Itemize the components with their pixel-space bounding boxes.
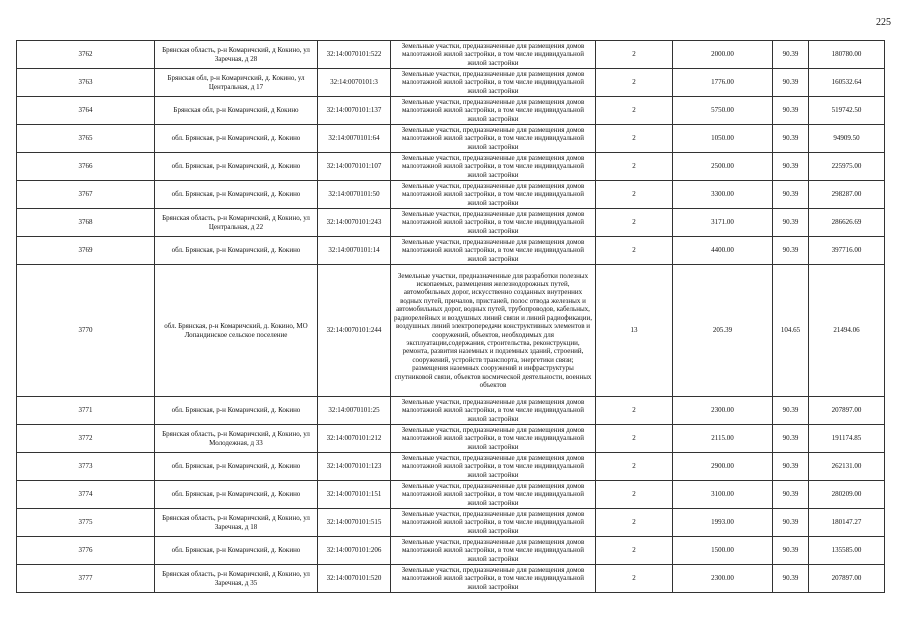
- row-number-cell: 3773: [17, 453, 155, 481]
- row-number-cell: 3768: [17, 209, 155, 237]
- address-cell: обл. Брянская, р-н Комаричский, д. Кокино: [155, 125, 318, 153]
- category-cell: 2: [596, 425, 673, 453]
- row-number-cell: 3763: [17, 69, 155, 97]
- cadastral-number-cell: 32:14:0070101:522: [318, 41, 391, 69]
- address-cell: обл. Брянская, р-н Комаричский, д. Кокино: [155, 453, 318, 481]
- rate-cell: 90.39: [773, 153, 809, 181]
- cadastral-value-cell: 21494.06: [809, 265, 885, 397]
- rate-cell: 90.39: [773, 41, 809, 69]
- rate-cell: 90.39: [773, 565, 809, 593]
- cadastral-value-cell: 519742.50: [809, 97, 885, 125]
- table-row: [17, 41, 885, 69]
- land-use-purpose-cell: Земельные участки, предназначенные для размещения домов малоэтажной жилой застройки, в том числе индивидуальной жилой застройки: [391, 153, 596, 181]
- land-use-purpose-cell: Земельные участки, предназначенные для размещения домов малоэтажной жилой застройки, в том числе индивидуальной жилой застройки: [391, 481, 596, 509]
- table-row: [17, 397, 885, 425]
- cadastral-value-cell: 262131.00: [809, 453, 885, 481]
- category-cell: 2: [596, 397, 673, 425]
- address-cell: Брянская область, р-н Комаричский, д Кокино, ул Заречная, д 35: [155, 565, 318, 593]
- cadastral-value-cell: 180147.27: [809, 509, 885, 537]
- rate-cell: 90.39: [773, 397, 809, 425]
- land-use-purpose-cell: Земельные участки, предназначенные для размещения домов малоэтажной жилой застройки, в том числе индивидуальной жилой застройки: [391, 237, 596, 265]
- address-cell: Брянская область, р-н Комаричский, д Кокино, ул Центральная, д 22: [155, 209, 318, 237]
- land-use-purpose-cell: Земельные участки, предназначенные для размещения домов малоэтажной жилой застройки, в том числе индивидуальной жилой застройки: [391, 125, 596, 153]
- rate-cell: 90.39: [773, 69, 809, 97]
- table-row: [17, 181, 885, 209]
- cadastral-value-cell: 94909.50: [809, 125, 885, 153]
- table-row: [17, 125, 885, 153]
- area-cell: 2300.00: [673, 565, 773, 593]
- cadastral-value-cell: 191174.85: [809, 425, 885, 453]
- land-use-purpose-cell: Земельные участки, предназначенные для размещения домов малоэтажной жилой застройки, в том числе индивидуальной жилой застройки: [391, 509, 596, 537]
- category-cell: 2: [596, 69, 673, 97]
- rate-cell: 90.39: [773, 509, 809, 537]
- category-cell: 2: [596, 181, 673, 209]
- land-use-purpose-cell: Земельные участки, предназначенные для размещения домов малоэтажной жилой застройки, в том числе индивидуальной жилой застройки: [391, 181, 596, 209]
- area-cell: 2500.00: [673, 153, 773, 181]
- table-row: [17, 153, 885, 181]
- category-cell: 2: [596, 453, 673, 481]
- area-cell: 1776.00: [673, 69, 773, 97]
- rate-cell: 90.39: [773, 181, 809, 209]
- area-cell: 205.39: [673, 265, 773, 397]
- cadastral-number-cell: 32:14:0070101:123: [318, 453, 391, 481]
- table-row: [17, 509, 885, 537]
- land-use-purpose-cell: Земельные участки, предназначенные для размещения домов малоэтажной жилой застройки, в том числе индивидуальной жилой застройки: [391, 425, 596, 453]
- category-cell: 2: [596, 565, 673, 593]
- cadastral-value-cell: 286626.69: [809, 209, 885, 237]
- area-cell: 1993.00: [673, 509, 773, 537]
- cadastral-number-cell: 32:14:0070101:243: [318, 209, 391, 237]
- address-cell: обл. Брянская, р-н Комаричский, д. Кокино: [155, 237, 318, 265]
- address-cell: обл. Брянская, р-н Комаричский, д. Кокино: [155, 481, 318, 509]
- area-cell: 3171.00: [673, 209, 773, 237]
- cadastral-number-cell: 32:14:0070101:244: [318, 265, 391, 397]
- rate-cell: 90.39: [773, 537, 809, 565]
- category-cell: 2: [596, 97, 673, 125]
- area-cell: 1500.00: [673, 537, 773, 565]
- land-use-purpose-cell: Земельные участки, предназначенные для разработки полезных ископаемых, размещения железнодорожных путей, автомобильных дорог, искусственно созданных внутренних водных путей, причалов, пристаней, полос отвода железных и автомобильных дорог, водных путей, трубопроводов, кабельных, радиорелейных и воздушных линий связи и линий радиофикации, воздушных линий электропередачи конструктивных элементов и сооружений, объектов, необходимых для эксплуатации,содержания, строительства, реконструкции, ремонта, развития наземных и подземных зданий, строений, сооружений, устройств транспорта, энергетики связи; размещения наземных сооружений и инфраструктуры спутниковой связи, объектов космической деятельности, военных объектов: [391, 265, 596, 397]
- table-row: [17, 425, 885, 453]
- land-use-purpose-cell: Земельные участки, предназначенные для размещения домов малоэтажной жилой застройки, в том числе индивидуальной жилой застройки: [391, 97, 596, 125]
- rate-cell: 90.39: [773, 481, 809, 509]
- rate-cell: 90.39: [773, 453, 809, 481]
- row-number-cell: 3769: [17, 237, 155, 265]
- address-cell: Брянская область, р-н Комаричский, д Кокино, ул Молодежная, д 33: [155, 425, 318, 453]
- address-cell: обл. Брянская, р-н Комаричский, д. Кокино: [155, 153, 318, 181]
- address-cell: Брянская обл, р-н Комаричский, д. Кокино, ул Центральная, д 17: [155, 69, 318, 97]
- table-row: [17, 97, 885, 125]
- rate-cell: 90.39: [773, 97, 809, 125]
- row-number-cell: 3771: [17, 397, 155, 425]
- category-cell: 2: [596, 509, 673, 537]
- address-cell: обл. Брянская, р-н Комаричский, д. Кокино: [155, 397, 318, 425]
- rate-cell: 90.39: [773, 125, 809, 153]
- category-cell: 2: [596, 41, 673, 69]
- area-cell: 2115.00: [673, 425, 773, 453]
- cadastral-number-cell: 32:14:0070101:206: [318, 537, 391, 565]
- category-cell: 2: [596, 125, 673, 153]
- address-cell: Брянская область, р-н Комаричский, д Кокино, ул Заречная, д 18: [155, 509, 318, 537]
- cadastral-value-cell: 207897.00: [809, 565, 885, 593]
- table-body: [17, 41, 885, 593]
- area-cell: 1050.00: [673, 125, 773, 153]
- cadastral-value-cell: 180780.00: [809, 41, 885, 69]
- area-cell: 2900.00: [673, 453, 773, 481]
- land-use-purpose-cell: Земельные участки, предназначенные для размещения домов малоэтажной жилой застройки, в том числе индивидуальной жилой застройки: [391, 565, 596, 593]
- category-cell: 2: [596, 153, 673, 181]
- address-cell: обл. Брянская, р-н Комаричский, д. Кокино: [155, 537, 318, 565]
- cadastral-number-cell: 32:14:0070101:151: [318, 481, 391, 509]
- row-number-cell: 3774: [17, 481, 155, 509]
- category-cell: 13: [596, 265, 673, 397]
- land-registry-table: [16, 40, 885, 593]
- land-use-purpose-cell: Земельные участки, предназначенные для размещения домов малоэтажной жилой застройки, в том числе индивидуальной жилой застройки: [391, 41, 596, 69]
- area-cell: 5750.00: [673, 97, 773, 125]
- cadastral-number-cell: 32:14:0070101:25: [318, 397, 391, 425]
- row-number-cell: 3767: [17, 181, 155, 209]
- rate-cell: 90.39: [773, 237, 809, 265]
- area-cell: 4400.00: [673, 237, 773, 265]
- rate-cell: 90.39: [773, 425, 809, 453]
- area-cell: 2300.00: [673, 397, 773, 425]
- area-cell: 3300.00: [673, 181, 773, 209]
- cadastral-value-cell: 298287.00: [809, 181, 885, 209]
- land-use-purpose-cell: Земельные участки, предназначенные для размещения домов малоэтажной жилой застройки, в том числе индивидуальной жилой застройки: [391, 209, 596, 237]
- address-cell: Брянская обл, р-н Комаричский, д Кокино: [155, 97, 318, 125]
- cadastral-value-cell: 397716.00: [809, 237, 885, 265]
- land-use-purpose-cell: Земельные участки, предназначенные для размещения домов малоэтажной жилой застройки, в том числе индивидуальной жилой застройки: [391, 397, 596, 425]
- category-cell: 2: [596, 237, 673, 265]
- table-row: [17, 237, 885, 265]
- rate-cell: 104.65: [773, 265, 809, 397]
- address-cell: обл. Брянская, р-н Комаричский, д. Кокино, МО Лопандинское сельское поселение: [155, 265, 318, 397]
- row-number-cell: 3776: [17, 537, 155, 565]
- cadastral-number-cell: 32:14:0070101:50: [318, 181, 391, 209]
- cadastral-number-cell: 32:14:0070101:137: [318, 97, 391, 125]
- cadastral-value-cell: 135585.00: [809, 537, 885, 565]
- table-row: [17, 481, 885, 509]
- table-row: [17, 565, 885, 593]
- area-cell: 2000.00: [673, 41, 773, 69]
- rate-cell: 90.39: [773, 209, 809, 237]
- table-row: [17, 209, 885, 237]
- cadastral-number-cell: 32:14:0070101:515: [318, 509, 391, 537]
- category-cell: 2: [596, 537, 673, 565]
- cadastral-number-cell: 32:14:0070101:64: [318, 125, 391, 153]
- row-number-cell: 3762: [17, 41, 155, 69]
- table-row: [17, 265, 885, 397]
- category-cell: 2: [596, 209, 673, 237]
- address-cell: обл. Брянская, р-н Комаричский, д. Кокино: [155, 181, 318, 209]
- address-cell: Брянская область, р-н Комаричский, д Кокино, ул Заречная, д 28: [155, 41, 318, 69]
- land-use-purpose-cell: Земельные участки, предназначенные для размещения домов малоэтажной жилой застройки, в том числе индивидуальной жилой застройки: [391, 69, 596, 97]
- cadastral-value-cell: 225975.00: [809, 153, 885, 181]
- table-row: [17, 69, 885, 97]
- cadastral-number-cell: 32:14:0070101:212: [318, 425, 391, 453]
- row-number-cell: 3770: [17, 265, 155, 397]
- table-row: [17, 537, 885, 565]
- land-use-purpose-cell: Земельные участки, предназначенные для размещения домов малоэтажной жилой застройки, в том числе индивидуальной жилой застройки: [391, 453, 596, 481]
- cadastral-value-cell: 207897.00: [809, 397, 885, 425]
- row-number-cell: 3764: [17, 97, 155, 125]
- cadastral-value-cell: 160532.64: [809, 69, 885, 97]
- row-number-cell: 3775: [17, 509, 155, 537]
- land-use-purpose-cell: Земельные участки, предназначенные для размещения домов малоэтажной жилой застройки, в том числе индивидуальной жилой застройки: [391, 537, 596, 565]
- cadastral-value-cell: 280209.00: [809, 481, 885, 509]
- row-number-cell: 3772: [17, 425, 155, 453]
- cadastral-number-cell: 32:14:0070101:14: [318, 237, 391, 265]
- area-cell: 3100.00: [673, 481, 773, 509]
- table-row: [17, 453, 885, 481]
- category-cell: 2: [596, 481, 673, 509]
- page-number: 225: [876, 17, 891, 28]
- cadastral-number-cell: 32:14:0070101:3: [318, 69, 391, 97]
- row-number-cell: 3765: [17, 125, 155, 153]
- cadastral-number-cell: 32:14:0070101:107: [318, 153, 391, 181]
- row-number-cell: 3777: [17, 565, 155, 593]
- cadastral-number-cell: 32:14:0070101:520: [318, 565, 391, 593]
- row-number-cell: 3766: [17, 153, 155, 181]
